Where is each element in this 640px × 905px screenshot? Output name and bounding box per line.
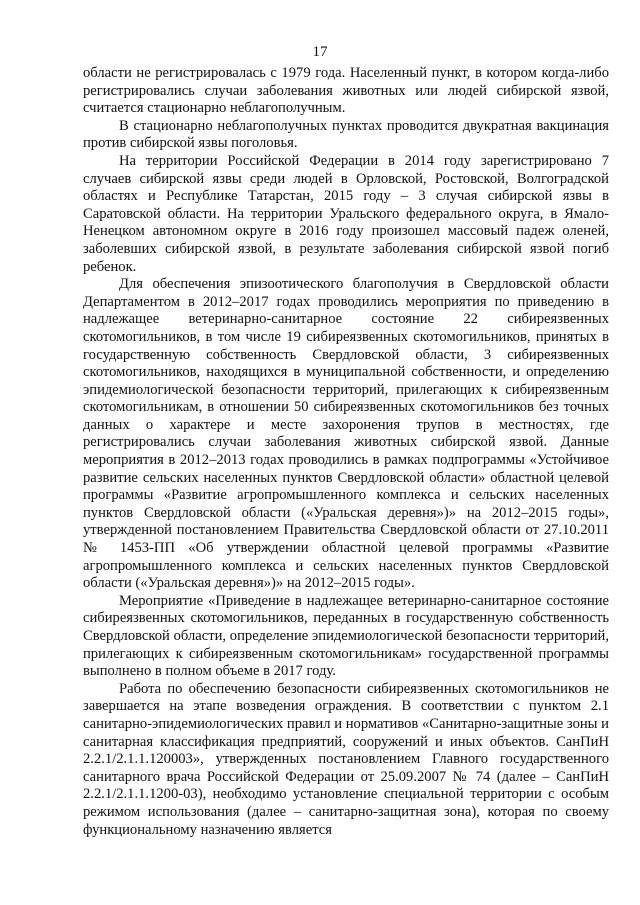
paragraph-sanitary-zone: Работа по обеспечению безопасности сибиреязвенных скотомогильников не завершается на этапе возведения ограждения. В соответствии с пунктом 2.1 санитарно-эпидемиологических правил и нормативов «Санитарно-защитные зоны и санитарная классификация предприятий, сооружений и иных объектов. СанПиН 2.2.1/2.1.1.120003», утвержденных постановлением Главного государственного санитарного врача Российской Федерации от 25.09.2007 № 74 (далее – СанПиН 2.2.1/2.1.1.1200-03), необходимо установление специальной территории с особым режимом использования (далее – санитарно-защитная зона), которая по своему функциональному назначению является	[83, 680, 609, 838]
paragraph-program-completion: Мероприятие «Приведение в надлежащее ветеринарно-санитарное состояние сибиреязвенных скотомогильников, переданных в государственную собственность Свердловской области, определение эпидемиологической безопасности территорий, прилегающих к сибиреязвенным скотомогильникам» государственной программы выполнено в полном объеме в 2017 году.	[83, 592, 609, 680]
page-number: 17	[312, 44, 328, 60]
paragraph-russia-cases: На территории Российской Федерации в 2014 году зарегистрировано 7 случаев сибирской язвы среди людей в Орловской, Ростовской, Волгоградской областях и Республике Татарстан, 2015 году – 3 случая сибирской язвы в Саратовской области. На территории Уральского федерального округа, в Ямало-Ненецком автономном округе в 2016 году произошел массовый падеж оленей, заболевших сибирской язвой, в результате заболевания сибирской язвой погиб ребенок.	[83, 152, 609, 275]
document-body	[83, 65, 609, 839]
paragraph-sverdlovsk-measures: Для обеспечения эпизоотического благополучия в Свердловской области Департаментом в 2012–2017 годах проводились мероприятия по приведению в надлежащее ветеринарно-санитарное состояние 22 сибиреязвенных скотомогильников, в том числе 19 сибиреязвенных скотомогильников, принятых в государственную собственность Свердловской области, 3 сибиреязвенных скотомогильников, находящихся в муниципальной собственности, и определению эпидемиологической безопасности территорий, прилегающих к сибиреязвенным скотомогильникам, в отношении 50 сибиреязвенных скотомогильников без точных данных о характере и месте захоронения трупов в местностях, где регистрировались случаи заболевания животных сибирской язвой. Данные мероприятия в 2012–2013 годах проводились в рамках подпрограммы «Устойчивое развитие сельских населенных пунктов Свердловской области» областной целевой программы «Развитие агропромышленного комплекса и сельских населенных пунктов Свердловской области («Уральская деревня»)» на 2012–2015 годы», утвержденной постановлением Правительства Свердловской области от 27.10.2011 № 1453-ПП «Об утверждении областной целевой программы «Развитие агропромышленного комплекса и сельских населенных пунктов Свердловской области («Уральская деревня»)» на 2012–2015 годы».	[83, 276, 609, 592]
paragraph-vaccination: В стационарно неблагополучных пунктах проводится двукратная вакцинация против сибирской язвы поголовья.	[83, 117, 609, 152]
paragraph-continuation: области не регистрировалась с 1979 года. Населенный пункт, в котором когда-либо регистрировались случаи заболевания животных или людей сибирской язвой, считается стационарно неблагополучным.	[83, 65, 609, 117]
